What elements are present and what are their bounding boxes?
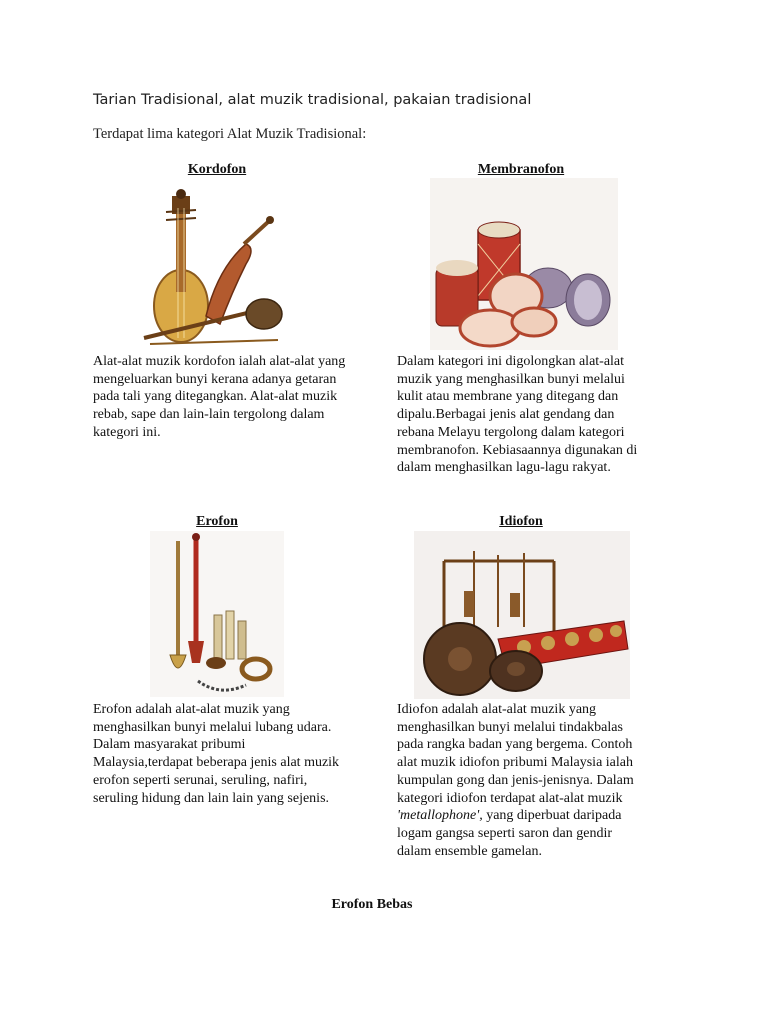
heading-membranofon: Membranofon [477,162,565,177]
idiofon-description [397,701,649,860]
idiofon-text-after: yang diperbuat daripada logam gangsa seperti saron dan gendir dalam ensemble gamelan. [397,808,622,859]
page-title: Tarian Tradisional, alat muzik tradisional, pakaian tradisional [93,92,532,108]
intro-text: Terdapat lima kategori Alat Muzik Tradisional: [93,126,367,142]
membranofon-drums-image [430,178,618,350]
kordofon-description: Alat-alat muzik kordofon ialah alat-alat yang mengeluarkan bunyi kerana adanya getaran pada tali yang ditegangkan. Alat-alat muzik rebab, sape dan lain-lain tergolong dalam kategori ini. [93,354,346,440]
heading-idiofon: Idiofon [499,514,543,529]
idiofon-text-before: Idiofon adalah alat-alat muzik yang menghasilkan bunyi melalui tindakbalas pada rangka badan yang bergema. Contoh alat muzik idiofon pribumi Malaysia ialah kumpulan gong dan jenis-jenisnya. Dalam kategori idiofon terdapat alat-alat muzik [397,702,634,806]
heading-erofon: Erofon [196,514,238,529]
idiofon-text-italic: 'metallophone', [397,808,483,824]
bottom-heading: Erofon Bebas [331,897,413,912]
idiofon-gong-gamelan-image [414,531,630,699]
kordofon-instruments-image [136,188,296,350]
membranofon-description: Dalam kategori ini digolongkan alat-alat muzik yang menghasilkan bunyi melalui kulit atau membrane yang ditegang dan dipalu.Berbagai jenis alat gendang dan rebana Melayu tergolong dalam kategori membranofon. Kebiasaannya digunakan di dalam menghasilkan lagu-lagu rakyat. [397,354,638,476]
heading-kordofon: Kordofon [187,162,247,177]
erofon-description: Erofon adalah alat-alat muzik yang menghasilkan bunyi melalui lubang udara. Dalam masyarakat pribumi Malaysia,terdapat beberapa jenis alat muzik erofon seperti serunai, seruling, nafiri, seruling hidung dan lain lain yang sejenis. [93,702,340,806]
erofon-wind-instruments-image [150,531,284,697]
